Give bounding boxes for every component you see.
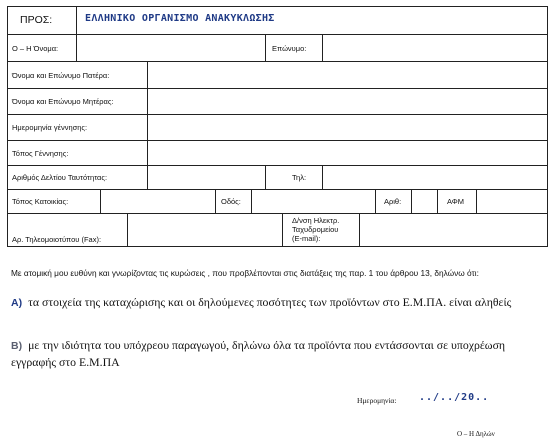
cell-divider [265, 165, 266, 189]
item-a-text: τα στοιχεία της καταχώρισης και οι δηλούμενες ποσότητες των προϊόντων στο Ε.Μ.ΠΑ. είναι αληθείς [28, 295, 512, 309]
date-value[interactable]: ../../20.. [419, 392, 490, 403]
cell-divider [282, 213, 283, 246]
cell-divider [375, 189, 376, 213]
name-label: Ο – Η Όνομα: [12, 44, 59, 53]
afm-field[interactable] [477, 190, 547, 213]
declaration-intro: Με ατομική μου ευθύνη και γνωρίζοντας τις κυρώσεις , που προβλέπονται στις διατάξεις της παρ. 1 του άρθρου 13, δηλώνω ότι: [11, 268, 479, 278]
cell-divider [215, 189, 216, 213]
name-field[interactable] [77, 35, 265, 61]
email-label-line-2: Ταχυδρομείου [292, 225, 339, 234]
phone-field[interactable] [323, 166, 547, 189]
street-field[interactable] [252, 190, 375, 213]
birthdate-label: Ημερομηνία γέννησης: [12, 123, 88, 132]
residence-label: Τόπος Κατοικίας: [12, 197, 69, 206]
date-label: Ημερομηνία: [357, 396, 397, 405]
item-b-letter: Β) [11, 340, 23, 352]
street-label: Οδός: [221, 197, 241, 206]
afm-label: ΑΦΜ [447, 197, 465, 206]
email-field[interactable] [360, 214, 547, 246]
table-border-bottom [7, 246, 548, 247]
father-name-field[interactable] [148, 62, 547, 88]
street-number-label: Αριθ: [384, 197, 402, 206]
residence-field[interactable] [101, 190, 215, 213]
father-name-label: Όνομα και Επώνυμο Πατέρα: [12, 71, 110, 80]
id-number-field[interactable] [148, 166, 265, 189]
email-label-line-1: Δ/νση Ηλεκτρ. [292, 216, 340, 225]
surname-label: Επώνυμο: [272, 44, 307, 53]
organization-name: ΕΛΛΗΝΙΚΟ ΟΡΓΑΝΙΣΜΟ ΑΝΑΚΥΚΛΩΣΗΣ [85, 13, 275, 24]
cell-divider [437, 189, 438, 213]
mother-name-label: Όνομα και Επώνυμο Μητέρας: [12, 97, 114, 106]
signature-label: Ο – Η Δηλών [457, 430, 495, 438]
birthdate-field[interactable] [148, 115, 547, 140]
id-number-label: Αριθμός Δελτίου Ταυτότητας: [12, 173, 108, 182]
mother-name-field[interactable] [148, 89, 547, 114]
table-border-left [7, 6, 8, 247]
birthplace-label: Τόπος Γέννησης: [12, 149, 69, 158]
fax-field[interactable] [128, 214, 282, 246]
table-border-right [547, 6, 548, 247]
declaration-item-b [11, 338, 541, 370]
email-label-line-3: (E-mail): [292, 234, 321, 243]
table-border-top [7, 6, 547, 7]
to-label: ΠΡΟΣ: [20, 14, 53, 26]
surname-field[interactable] [323, 35, 547, 61]
item-b-text: με την ιδιότητα του υπόχρεου παραγωγού, δηλώνω όλα τα προϊόντα που εντάσσονται σε υποχρέωση εγγραφής στο Ε.Μ.ΠΑ [11, 338, 506, 369]
cell-divider [265, 34, 266, 61]
declaration-item-a [11, 295, 541, 312]
phone-label: Τηλ: [292, 173, 307, 182]
cell-divider [76, 6, 77, 34]
fax-label: Αρ. Τηλεομοιοτύπου (Fax): [12, 235, 102, 244]
street-number-field[interactable] [412, 190, 437, 213]
item-a-letter: Α) [11, 297, 23, 309]
declaration-form-table [7, 6, 547, 246]
birthplace-field[interactable] [148, 141, 547, 165]
